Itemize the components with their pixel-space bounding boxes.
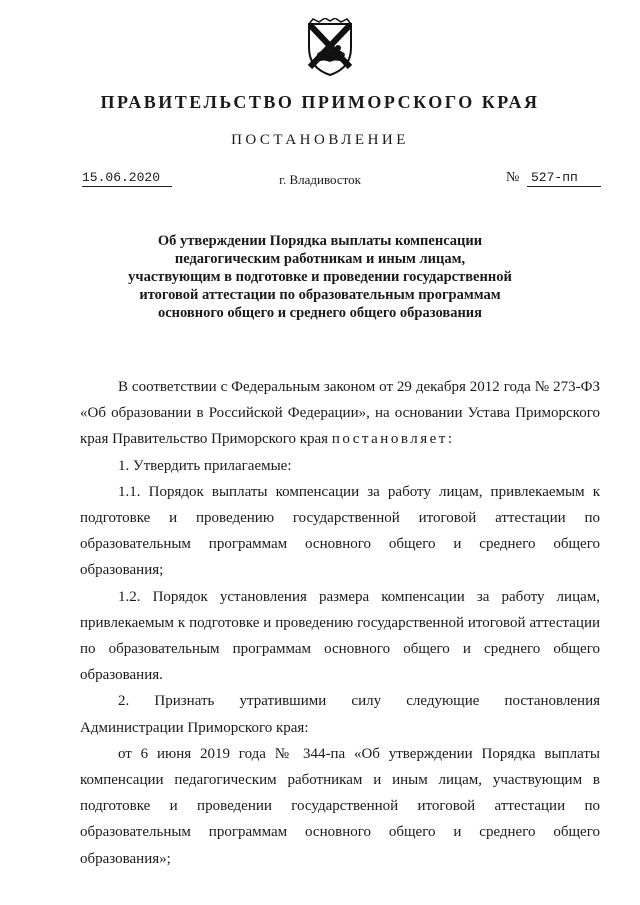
paragraph-item-1-1: 1.1. Порядок выплаты компенсации за работу лицам, привлекаемым к подготовке и проведению государственной итоговой аттестации по образовательным программам основного общего и среднего общего образования; (80, 483, 600, 579)
coat-of-arms-icon (305, 18, 355, 78)
subject-line: итоговой аттестации по образовательным программам (139, 287, 501, 303)
document-type: ПОСТАНОВЛЕНИЕ (231, 132, 409, 148)
paragraph-item-1: 1. Утвердить прилагаемые: (118, 457, 292, 474)
paragraph-item-1-2: 1.2. Порядок установления размера компенсации за работу лицам, привлекаемым к подготовке и проведению государственной итоговой аттестации по образовательным программам основного общего и среднего общего образования. (80, 588, 600, 684)
document-body (80, 374, 600, 872)
government-title: ПРАВИТЕЛЬСТВО ПРИМОРСКОГО КРАЯ (100, 92, 540, 112)
subject-line: педагогическим работникам и иным лицам, (174, 251, 466, 267)
document-number: 527-пп (527, 170, 601, 187)
number-sign: № (506, 170, 520, 185)
document-subject (110, 232, 530, 322)
paragraph-repealed-decree: от 6 июня 2019 года № 344-па «Об утверждении Порядка выплаты компенсации педагогическим работникам и иным лицам, участвующим в подготовке и проведении государственной итоговой аттестации по образовательным программам основного общего и среднего общего образования»; (80, 745, 600, 867)
document-city: г. Владивосток (279, 172, 361, 187)
paragraph-preamble: В соответствии с Федеральным законом от 29 декабря 2012 года № 273-ФЗ «Об образовании в Российской Федерации», на основании Устава Приморского края Правительство Приморского края постановляет: (80, 379, 600, 448)
subject-line: основного общего и среднего общего образования (157, 305, 483, 321)
document-date: 15.06.2020 (82, 170, 172, 187)
paragraph-item-2: 2. Признать утратившими силу следующие постановления Администрации Приморского края: (80, 693, 600, 736)
subject-line: участвующим в подготовке и проведении государственной (128, 269, 512, 285)
subject-line: Об утверждении Порядка выплаты компенсации (157, 233, 483, 249)
decree-verb: постановляет (331, 431, 448, 448)
